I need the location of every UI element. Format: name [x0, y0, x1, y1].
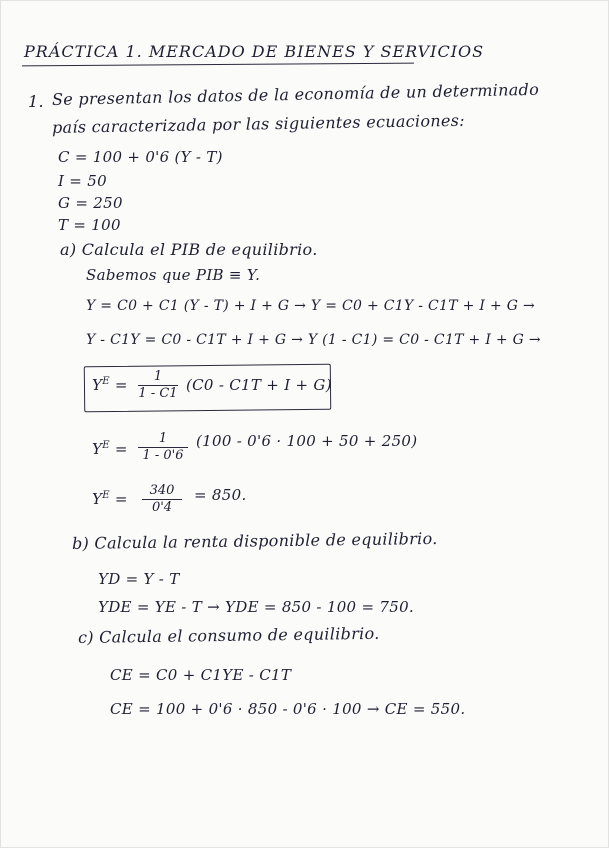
boxed-formula-rest: (C0 - C1T + I + G): [186, 376, 332, 394]
part-b-line-2: YDE = YE - T → YDE = 850 - 100 = 750.: [98, 598, 414, 616]
problem-intro-line-2: país caracterizada por las siguientes ecuaciones:: [51, 110, 466, 137]
part-a-line-3: Y - C1Y = C0 - C1T + I + G → Y (1 - C1) = C0 - C1T + I + G →: [86, 332, 541, 348]
part-c-heading: c) Calcula el consumo de equilibrio.: [77, 623, 380, 647]
calc-rest: (100 - 0'6 · 100 + 50 + 250): [196, 432, 418, 450]
boxed-formula-lhs: $Y^E$ =: [92, 376, 128, 394]
part-a-heading: a) Calcula el PIB de equilibrio.: [60, 240, 318, 259]
result-lhs: $Y^E$ =: [92, 490, 128, 508]
part-b-line-1: YD = Y - T: [98, 570, 180, 588]
problem-intro-line-1: Se presentan los datos de la economía de un determinado: [51, 79, 540, 109]
part-c-line-2: CE = 100 + 0'6 · 850 - 0'6 · 100 → CE = 550.: [110, 700, 466, 718]
equation-government: G = 250: [58, 194, 123, 212]
page-title: PRÁCTICA 1. MERCADO DE BIENES Y SERVICIOS: [24, 42, 485, 61]
equation-consumption: C = 100 + 0'6 (Y - T): [58, 148, 223, 166]
result-value: = 850.: [194, 486, 247, 504]
result-fraction: 340 0'4: [142, 484, 182, 515]
part-a-line-1: Sabemos que PIB ≡ Y.: [86, 266, 261, 284]
part-c-line-1: CE = C0 + C1YE - C1T: [110, 666, 292, 684]
title-underline: [22, 63, 414, 67]
equation-taxes: T = 100: [58, 216, 121, 234]
boxed-formula-fraction: 1 1 - C1: [138, 369, 178, 401]
part-a-line-2: Y = C0 + C1 (Y - T) + I + G → Y = C0 + C1Y - C1T + I + G →: [86, 298, 536, 314]
part-b-heading: b) Calcula la renta disponible de equilibrio.: [71, 528, 438, 553]
calc-lhs: $Y^E$ =: [92, 440, 128, 458]
calc-fraction: 1 1 - 0'6: [138, 432, 188, 463]
equation-investment: I = 50: [58, 172, 107, 190]
problem-number: 1.: [28, 92, 44, 111]
